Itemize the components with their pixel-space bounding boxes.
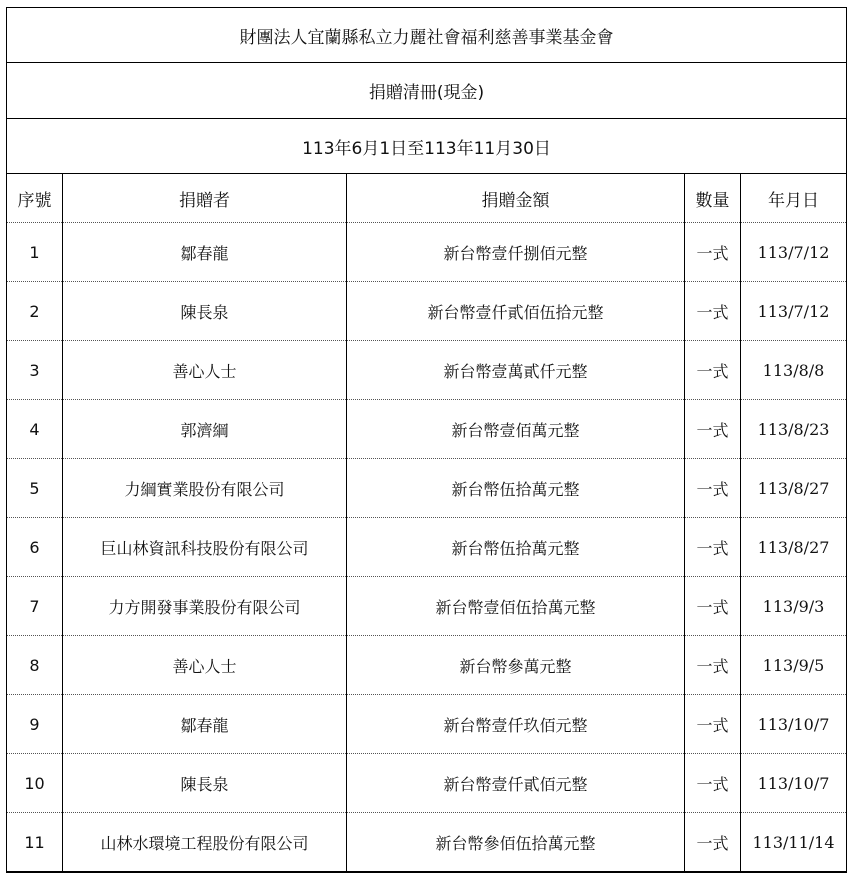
table-row [7,518,847,577]
cell-serial: 1 [7,223,63,282]
cell-serial: 7 [7,577,63,636]
cell-serial: 5 [7,459,63,518]
cell-serial: 3 [7,341,63,400]
table-row [7,223,847,282]
cell-date: 113/10/7 [741,695,847,754]
cell-quantity: 一式 [685,459,741,518]
cell-amount: 新台幣參佰伍拾萬元整 [347,813,685,873]
cell-donor: 陳長泉 [63,282,347,341]
register-subtitle: 捐贈清冊(現金) [7,63,847,119]
table-row [7,341,847,400]
cell-amount: 新台幣壹仟玖佰元整 [347,695,685,754]
cell-amount: 新台幣伍拾萬元整 [347,518,685,577]
cell-quantity: 一式 [685,282,741,341]
cell-date: 113/8/27 [741,459,847,518]
table-row [7,754,847,813]
cell-amount: 新台幣壹仟捌佰元整 [347,223,685,282]
header-date: 年月日 [741,174,847,223]
cell-date: 113/9/5 [741,636,847,695]
cell-amount: 新台幣參萬元整 [347,636,685,695]
cell-amount: 新台幣壹佰伍拾萬元整 [347,577,685,636]
table-row [7,577,847,636]
cell-donor: 力綱實業股份有限公司 [63,459,347,518]
table-row [7,400,847,459]
cell-donor: 巨山林資訊科技股份有限公司 [63,518,347,577]
header-amount: 捐贈金額 [347,174,685,223]
cell-quantity: 一式 [685,400,741,459]
cell-serial: 10 [7,754,63,813]
cell-quantity: 一式 [685,518,741,577]
cell-serial: 2 [7,282,63,341]
header-serial: 序號 [7,174,63,223]
foundation-title: 財團法人宜蘭縣私立力麗社會福利慈善事業基金會 [7,8,847,63]
table-row [7,282,847,341]
cell-date: 113/8/23 [741,400,847,459]
cell-date: 113/8/27 [741,518,847,577]
cell-quantity: 一式 [685,754,741,813]
cell-amount: 新台幣壹萬貳仟元整 [347,341,685,400]
cell-date: 113/8/8 [741,341,847,400]
cell-quantity: 一式 [685,695,741,754]
cell-date: 113/11/14 [741,813,847,873]
cell-amount: 新台幣壹仟貳佰元整 [347,754,685,813]
cell-serial: 6 [7,518,63,577]
header-donor: 捐贈者 [63,174,347,223]
cell-quantity: 一式 [685,577,741,636]
cell-donor: 善心人士 [63,341,347,400]
cell-date: 113/10/7 [741,754,847,813]
donation-register-table [6,7,847,873]
period-range: 113年6月1日至113年11月30日 [7,119,847,174]
cell-amount: 新台幣壹佰萬元整 [347,400,685,459]
cell-serial: 11 [7,813,63,873]
table-row [7,695,847,754]
cell-donor: 力方開發事業股份有限公司 [63,577,347,636]
header-quantity: 數量 [685,174,741,223]
table-row [7,813,847,873]
table-row [7,636,847,695]
cell-serial: 8 [7,636,63,695]
cell-donor: 山林水環境工程股份有限公司 [63,813,347,873]
cell-donor: 郭濟綱 [63,400,347,459]
subtitle-row [7,63,847,119]
cell-amount: 新台幣伍拾萬元整 [347,459,685,518]
cell-quantity: 一式 [685,813,741,873]
table-row [7,459,847,518]
cell-date: 113/7/12 [741,223,847,282]
cell-quantity: 一式 [685,341,741,400]
cell-donor: 善心人士 [63,636,347,695]
cell-date: 113/7/12 [741,282,847,341]
cell-date: 113/9/3 [741,577,847,636]
cell-quantity: 一式 [685,223,741,282]
period-row [7,119,847,174]
cell-donor: 鄒春龍 [63,695,347,754]
cell-donor: 鄒春龍 [63,223,347,282]
cell-quantity: 一式 [685,636,741,695]
title-row [7,8,847,63]
column-header-row [7,174,847,223]
cell-donor: 陳長泉 [63,754,347,813]
cell-serial: 9 [7,695,63,754]
cell-serial: 4 [7,400,63,459]
cell-amount: 新台幣壹仟貳佰伍拾元整 [347,282,685,341]
